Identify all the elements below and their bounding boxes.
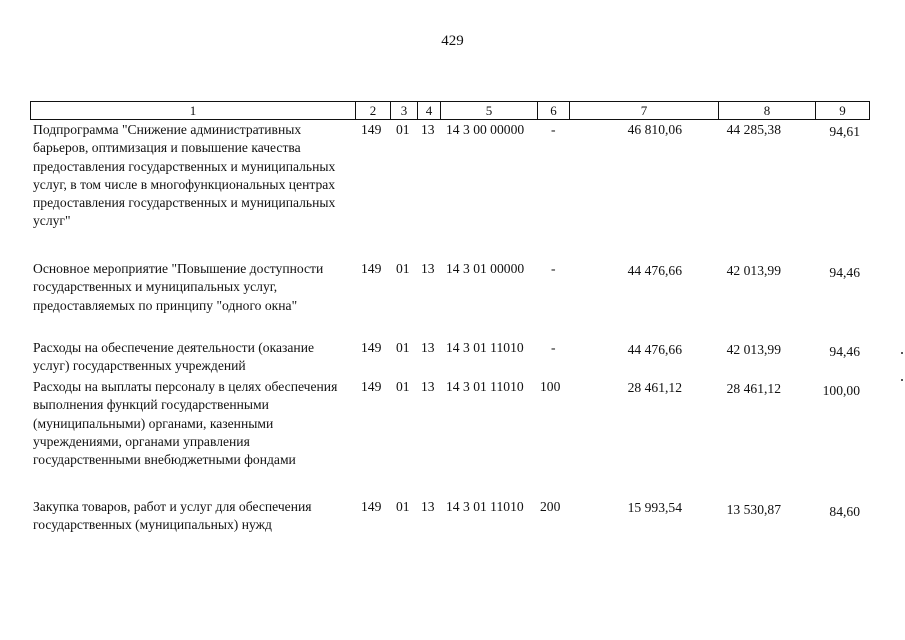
cell-subsection: 13 xyxy=(421,379,435,394)
column-header-2: 2 xyxy=(356,102,391,119)
cell-expense-type: 100 xyxy=(540,379,561,394)
cell-expense-type: - xyxy=(551,122,556,137)
scan-mark xyxy=(901,352,903,354)
cell-percent: 94,61 xyxy=(829,124,860,139)
cell-admin-code: 149 xyxy=(361,340,382,355)
cell-percent: 94,46 xyxy=(829,265,860,280)
column-header-1: 1 xyxy=(31,102,356,119)
column-header-4: 4 xyxy=(418,102,441,119)
cell-executed: 42 013,99 xyxy=(726,263,781,278)
cell-percent: 100,00 xyxy=(822,383,860,398)
cell-planned: 15 993,54 xyxy=(627,500,682,515)
cell-target-article: 14 3 01 11010 xyxy=(446,340,524,355)
cell-expense-type: 200 xyxy=(540,499,561,514)
page-number: 429 xyxy=(441,33,464,49)
cell-target-article: 14 3 00 00000 xyxy=(446,122,525,137)
cell-executed: 42 013,99 xyxy=(726,342,781,357)
row-name: Подпрограмма "Снижение административных барьеров, оптимизация и повышение качества предоставления государственных и муниципальных услуг, в том числе в многофункциональных центрах предоставления государственных и муниципальных услуг" xyxy=(33,122,336,229)
cell-section: 01 xyxy=(396,122,410,137)
cell-percent: 94,46 xyxy=(829,344,860,359)
cell-admin-code: 149 xyxy=(361,122,382,137)
cell-planned: 28 461,12 xyxy=(627,380,682,395)
cell-section: 01 xyxy=(396,261,410,276)
cell-expense-type: - xyxy=(551,261,556,276)
cell-section: 01 xyxy=(396,499,410,514)
cell-executed: 13 530,87 xyxy=(726,502,781,517)
scan-mark xyxy=(901,379,903,381)
column-header-8: 8 xyxy=(719,102,816,119)
cell-subsection: 13 xyxy=(421,261,435,276)
cell-percent: 84,60 xyxy=(829,504,860,519)
column-header-3: 3 xyxy=(391,102,418,119)
cell-admin-code: 149 xyxy=(361,499,382,514)
cell-section: 01 xyxy=(396,379,410,394)
cell-subsection: 13 xyxy=(421,499,435,514)
cell-expense-type: - xyxy=(551,340,556,355)
cell-section: 01 xyxy=(396,340,410,355)
cell-subsection: 13 xyxy=(421,122,435,137)
column-header-6: 6 xyxy=(538,102,570,119)
cell-planned: 46 810,06 xyxy=(627,122,682,137)
column-header-7: 7 xyxy=(570,102,719,119)
cell-target-article: 14 3 01 11010 xyxy=(446,379,524,394)
table-header xyxy=(30,101,870,120)
row-name: Закупка товаров, работ и услуг для обеспечения государственных (муниципальных) нужд xyxy=(33,499,312,533)
cell-subsection: 13 xyxy=(421,340,435,355)
column-header-9: 9 xyxy=(816,102,870,119)
cell-planned: 44 476,66 xyxy=(627,342,682,357)
cell-executed: 44 285,38 xyxy=(726,122,781,137)
cell-admin-code: 149 xyxy=(361,379,382,394)
row-name: Расходы на выплаты персоналу в целях обеспечения выполнения функций государственными (муниципальными) органами, казенными учреждениями, органами управления государственными внебюджетными фондами xyxy=(33,379,338,468)
cell-planned: 44 476,66 xyxy=(627,263,682,278)
cell-admin-code: 149 xyxy=(361,261,382,276)
cell-executed: 28 461,12 xyxy=(726,381,781,396)
cell-target-article: 14 3 01 11010 xyxy=(446,499,524,514)
cell-target-article: 14 3 01 00000 xyxy=(446,261,525,276)
column-header-5: 5 xyxy=(441,102,538,119)
row-name: Основное мероприятие "Повышение доступности государственных и муниципальных услуг, предоставляемых по принципу "одного окна" xyxy=(33,261,324,313)
row-name: Расходы на обеспечение деятельности (оказание услуг) государственных учреждений xyxy=(33,340,315,374)
